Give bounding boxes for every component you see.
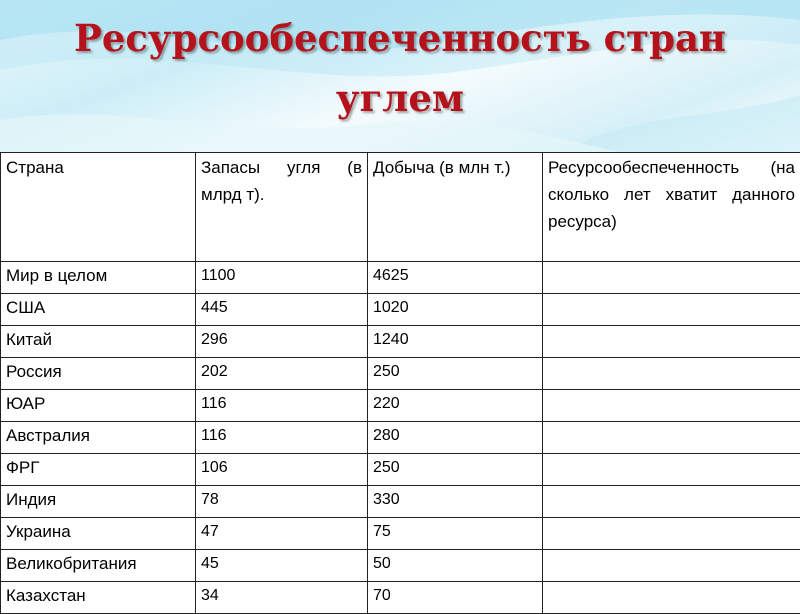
cell-country: ЮАР	[1, 390, 196, 422]
cell-reserves: 1100	[196, 262, 368, 294]
table-row	[1, 390, 800, 422]
table-row	[1, 326, 800, 358]
table-row	[1, 454, 800, 486]
cell-reserves: 34	[196, 582, 368, 614]
cell-country: ФРГ	[1, 454, 196, 486]
cell-production: 4625	[368, 262, 543, 294]
cell-country: Индия	[1, 486, 196, 518]
header-country: Страна	[1, 153, 196, 262]
cell-provision	[543, 326, 800, 358]
table-row	[1, 358, 800, 390]
slide-title	[0, 8, 800, 128]
header-production: Добыча (в млн т.)	[368, 153, 543, 262]
cell-reserves: 296	[196, 326, 368, 358]
cell-production: 75	[368, 518, 543, 550]
slide-title-line-1: Ресурсообеспеченность стран	[0, 8, 800, 68]
slide-title-line-2: углем	[0, 68, 800, 128]
cell-provision	[543, 390, 800, 422]
cell-country: Австралия	[1, 422, 196, 454]
cell-provision	[543, 358, 800, 390]
table-row	[1, 486, 800, 518]
cell-country: Украина	[1, 518, 196, 550]
table-row	[1, 422, 800, 454]
header-provision: Ресурсообеспеченность (на сколько лет хватит данного ресурса)	[543, 153, 800, 262]
cell-reserves: 202	[196, 358, 368, 390]
cell-reserves: 47	[196, 518, 368, 550]
cell-country: США	[1, 294, 196, 326]
cell-provision	[543, 550, 800, 582]
cell-provision	[543, 294, 800, 326]
cell-production: 250	[368, 358, 543, 390]
cell-reserves: 116	[196, 390, 368, 422]
cell-reserves: 45	[196, 550, 368, 582]
slide-header	[0, 0, 800, 152]
cell-country: Казахстан	[1, 582, 196, 614]
cell-reserves: 445	[196, 294, 368, 326]
cell-provision	[543, 582, 800, 614]
cell-production: 70	[368, 582, 543, 614]
table-row	[1, 294, 800, 326]
table-row	[1, 550, 800, 582]
table-row	[1, 262, 800, 294]
cell-provision	[543, 486, 800, 518]
header-reserves: Запасы угля (в млрд т).	[196, 153, 368, 262]
cell-provision	[543, 518, 800, 550]
cell-country: Великобритания	[1, 550, 196, 582]
cell-country: Китай	[1, 326, 196, 358]
cell-production: 280	[368, 422, 543, 454]
cell-production: 50	[368, 550, 543, 582]
cell-production: 250	[368, 454, 543, 486]
cell-production: 1020	[368, 294, 543, 326]
table-header-row	[1, 153, 800, 262]
cell-production: 220	[368, 390, 543, 422]
table-row	[1, 582, 800, 614]
cell-reserves: 78	[196, 486, 368, 518]
cell-provision	[543, 454, 800, 486]
cell-production: 1240	[368, 326, 543, 358]
coal-resource-table	[0, 152, 800, 614]
cell-provision	[543, 422, 800, 454]
cell-country: Мир в целом	[1, 262, 196, 294]
cell-country: Россия	[1, 358, 196, 390]
cell-provision	[543, 262, 800, 294]
cell-reserves: 106	[196, 454, 368, 486]
table-row	[1, 518, 800, 550]
cell-reserves: 116	[196, 422, 368, 454]
cell-production: 330	[368, 486, 543, 518]
